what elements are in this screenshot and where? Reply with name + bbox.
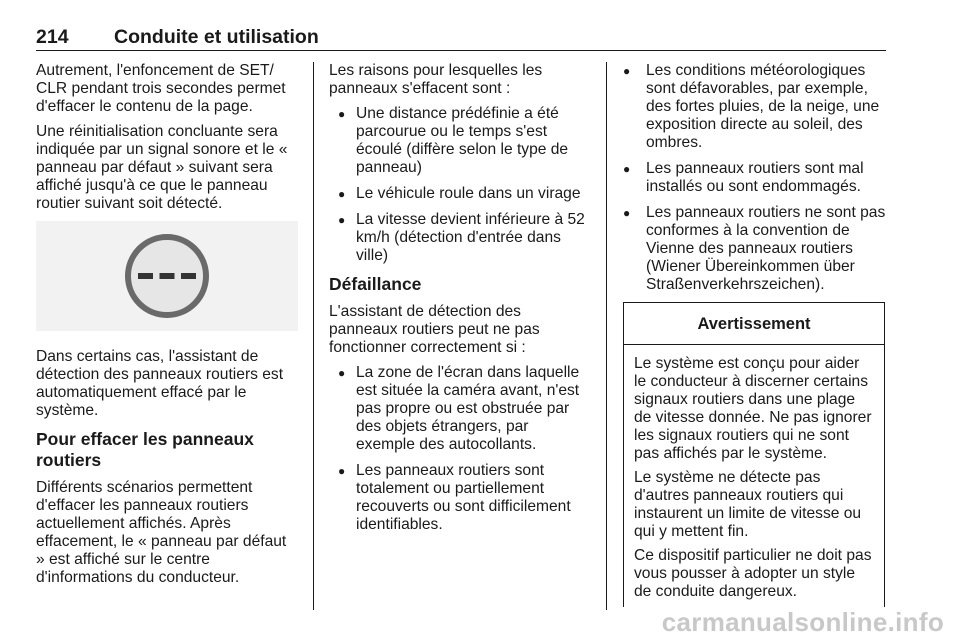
list-item: ● Les panneaux routiers sont mal installés ou sont endommagés. bbox=[623, 160, 886, 196]
paragraph: Le système ne détecte pas d'autres panneaux routiers qui instaurent un limite de vitesse ou qui y mettent fin. bbox=[634, 469, 862, 540]
warning-box bbox=[623, 302, 885, 607]
paragraph: Différents scénarios permettent d'effacer les panneaux routiers actuellement affichés. Après effacement, le « panneau par défaut » est affiché sur le centre d'informations du conducteur. bbox=[36, 479, 287, 586]
paragraph: Le système est conçu pour aider le conducteur à discerner certains signaux routiers dans une plage de vitesse donnée. Ne pas ignorer les signaux routiers qui ne sont pas affichés par le système. bbox=[634, 355, 872, 462]
failures-list bbox=[329, 364, 591, 534]
column-middle bbox=[329, 62, 591, 542]
list-item: ● La vitesse devient inférieure à 52 km/h (détection d'entrée dans ville) bbox=[329, 211, 591, 265]
list-item: ● Les conditions météorologiques sont défavorables, par exemple, des fortes pluies, de la neige, une exposition directe au soleil, des ombres. bbox=[623, 62, 886, 152]
warning-body bbox=[624, 345, 884, 601]
paragraph: Autrement, l'enfoncement de SET/ CLR pendant trois secondes permet d'effacer le contenu de la page. bbox=[36, 62, 286, 115]
paragraph: Une réinitialisation concluante sera indiquée par un signal sonore et le « panneau par défaut » suivant sera affiché jusqu'à ce que le panneau routier suivant soit détecté. bbox=[36, 123, 288, 212]
column-right bbox=[623, 62, 886, 607]
default-sign-icon bbox=[122, 231, 212, 321]
section-heading: Défaillance bbox=[329, 274, 422, 294]
list-item: ● Le véhicule roule dans un virage bbox=[329, 185, 591, 203]
list-item: ● Une distance prédéfinie a été parcourue ou le temps s'est écoulé (diffère selon le type de panneau) bbox=[329, 105, 591, 177]
paragraph: Ce dispositif particulier ne doit pas vous pousser à adopter un style de conduite dangereux. bbox=[634, 547, 872, 600]
default-sign-illustration bbox=[36, 221, 298, 331]
chapter-title: Conduite et utilisation bbox=[114, 26, 319, 48]
paragraph: L'assistant de détection des panneaux routiers peut ne pas fonctionner correctement si : bbox=[329, 303, 540, 356]
list-item: ● La zone de l'écran dans laquelle est située la caméra avant, n'est pas propre ou est obstruée par des objets étrangers, par exemple des autocollants. bbox=[329, 364, 591, 454]
column-left bbox=[36, 62, 298, 594]
conditions-list bbox=[623, 62, 886, 294]
column-divider bbox=[313, 62, 314, 610]
page-number: 214 bbox=[36, 26, 69, 48]
reasons-list bbox=[329, 105, 591, 265]
watermark: carmanualsonline.info bbox=[661, 607, 944, 637]
list-item: ● Les panneaux routiers ne sont pas conformes à la convention de Vienne des panneaux routiers (Wiener Übereinkommen über Straßenverkehrszeichen). bbox=[623, 204, 886, 294]
paragraph: Les raisons pour lesquelles les panneaux s'effacent sont : bbox=[329, 62, 543, 97]
warning-title: Avertissement bbox=[624, 303, 884, 345]
page-header bbox=[36, 24, 886, 51]
paragraph: Dans certains cas, l'assistant de détection des panneaux routiers est automatiquement effacé par le système. bbox=[36, 348, 284, 419]
list-item: ● Les panneaux routiers sont totalement ou partiellement recouverts ou sont difficilement identifiables. bbox=[329, 462, 591, 534]
section-heading: Pour effacer les panneaux routiers bbox=[36, 429, 254, 470]
column-divider bbox=[606, 62, 607, 610]
